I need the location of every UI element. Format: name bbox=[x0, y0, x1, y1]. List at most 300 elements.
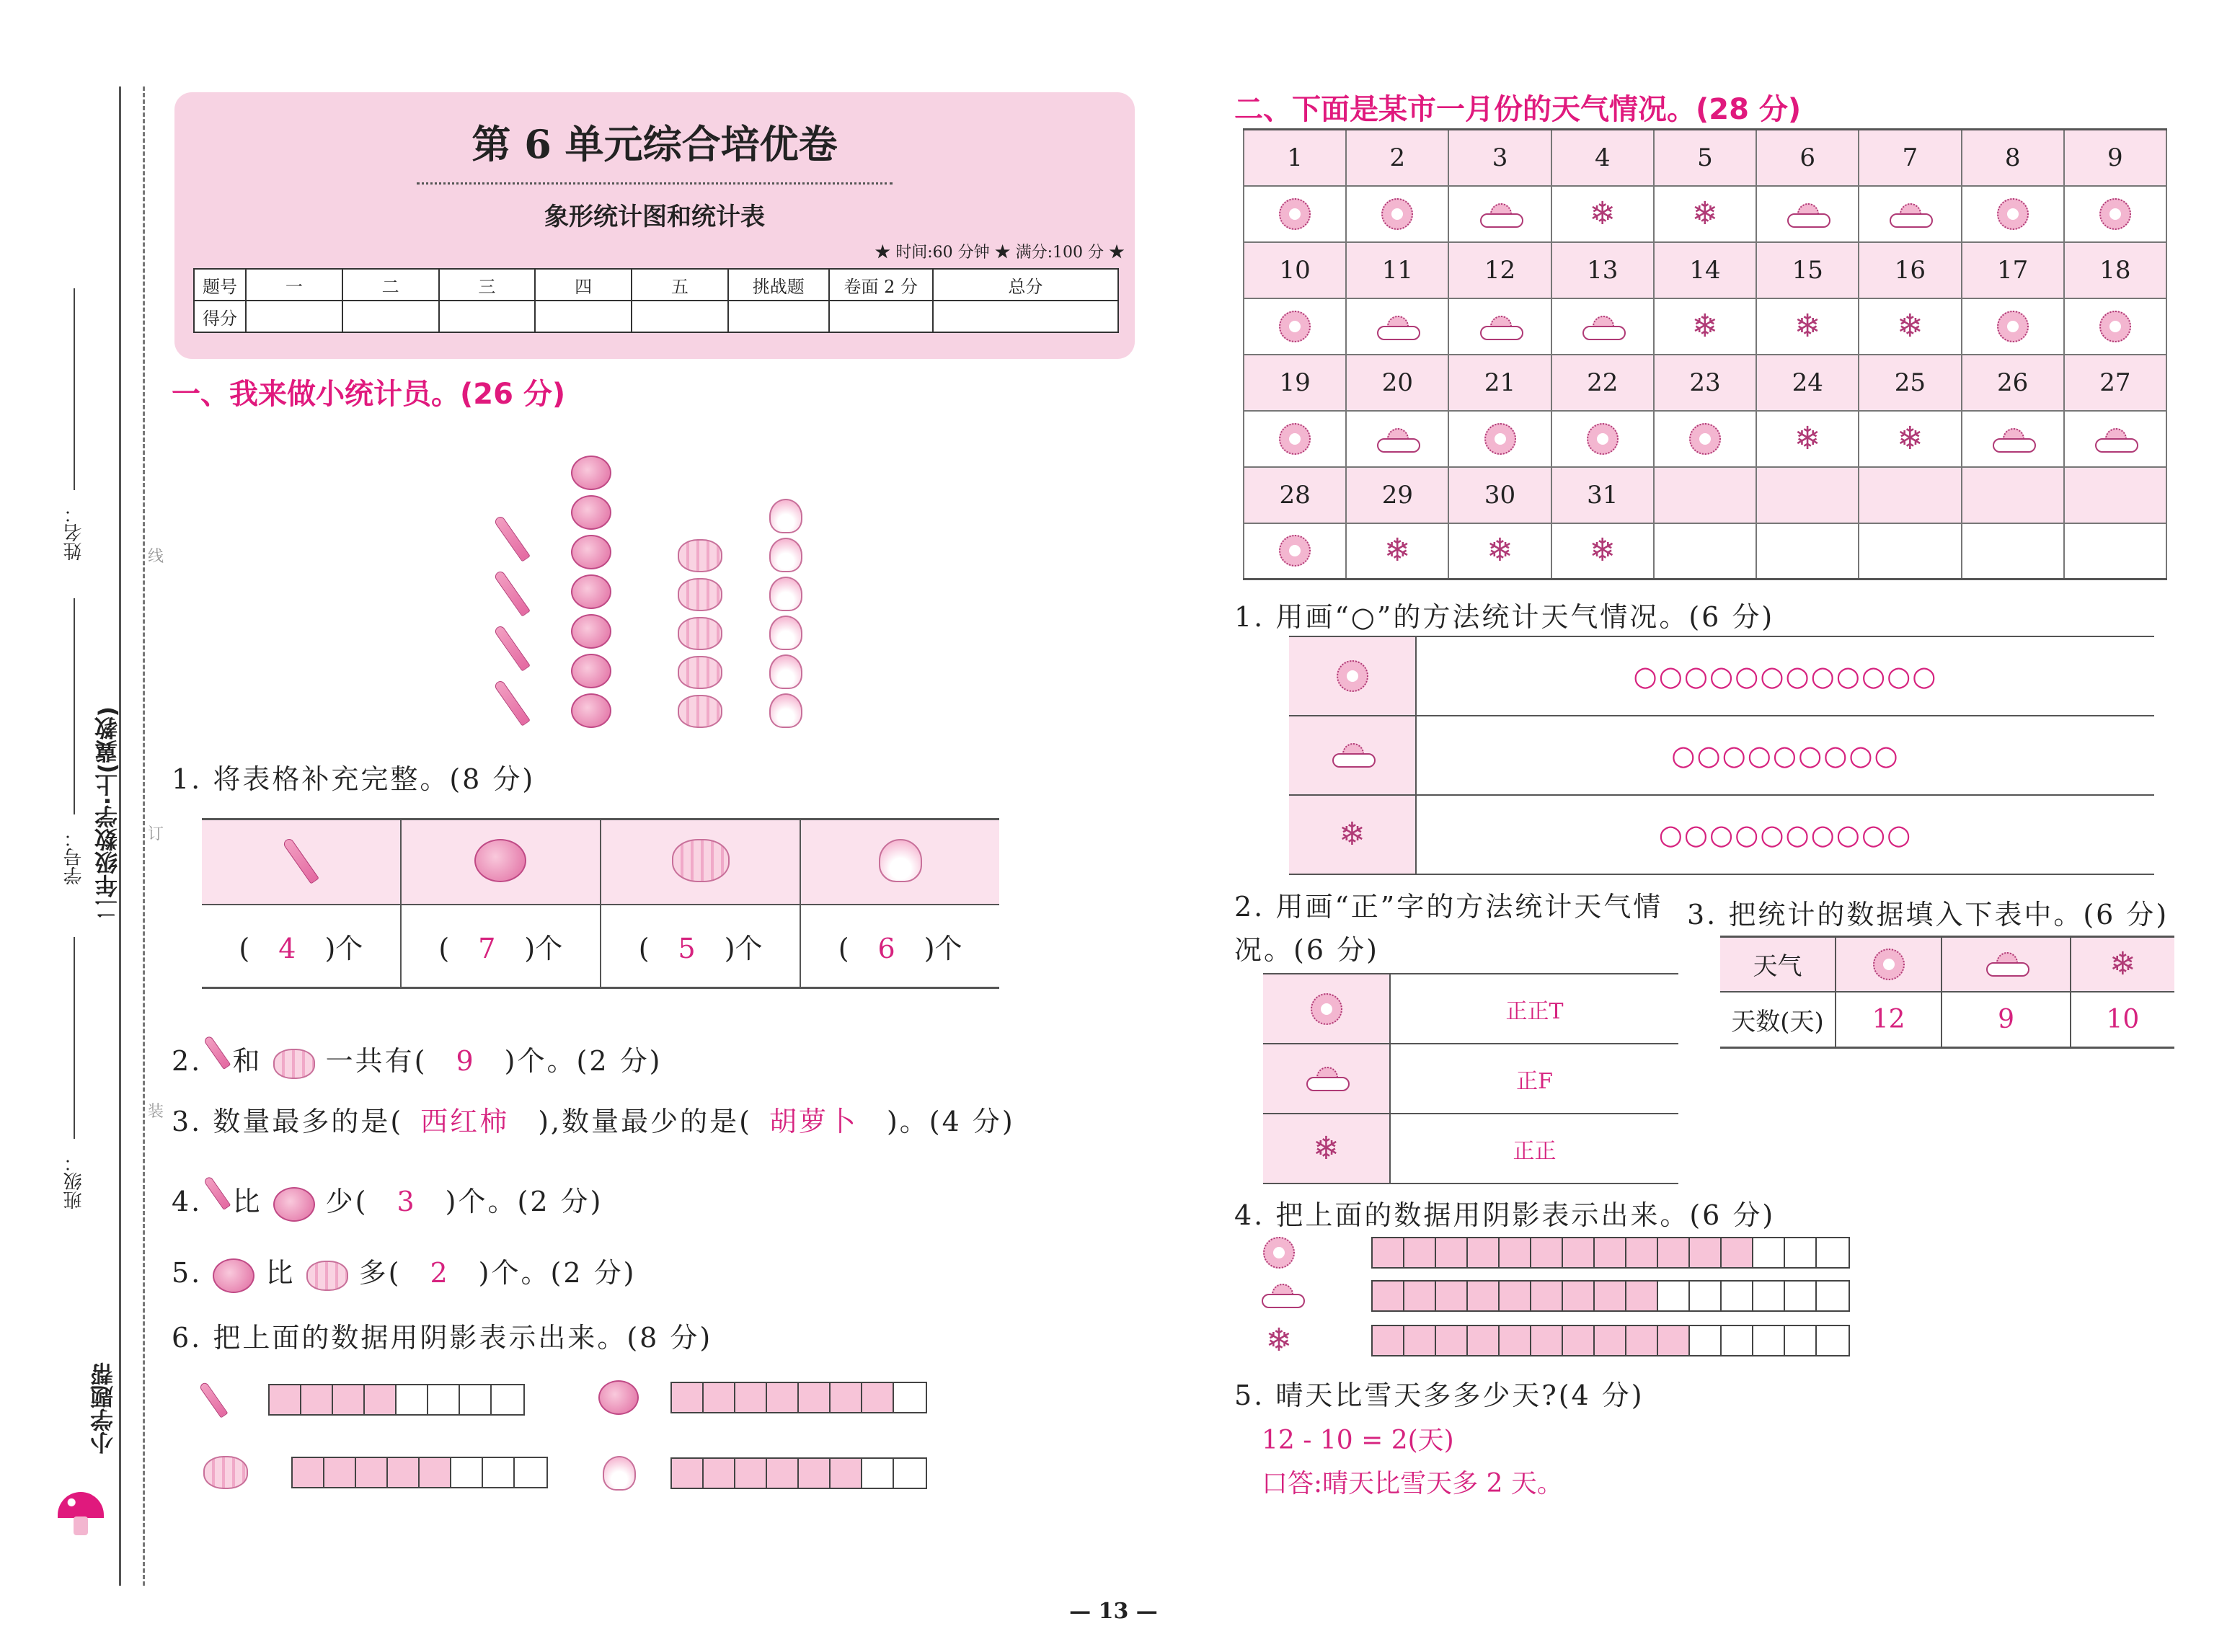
s1-bar-pumpkin-row bbox=[203, 1456, 548, 1489]
shade-cell-empty[interactable] bbox=[492, 1385, 523, 1414]
shade-cell-filled[interactable] bbox=[270, 1385, 301, 1414]
calendar-weather bbox=[1244, 411, 1346, 467]
shade-cell-filled[interactable] bbox=[420, 1458, 451, 1487]
mushroom-stem bbox=[74, 1516, 88, 1535]
cloudy-icon bbox=[1332, 743, 1373, 768]
calendar-weather-row bbox=[1244, 523, 2166, 579]
calendar-weather bbox=[1346, 186, 1448, 242]
shade-cell-filled[interactable] bbox=[1500, 1282, 1531, 1310]
shade-cell-filled[interactable] bbox=[1658, 1326, 1690, 1355]
unit: )个 bbox=[724, 932, 763, 964]
score-col: 题号 bbox=[194, 269, 246, 301]
shade-cell-filled[interactable] bbox=[1373, 1282, 1404, 1310]
shade-cell-filled[interactable] bbox=[735, 1383, 767, 1412]
q4-text-end: )个。(2 分) bbox=[445, 1186, 603, 1217]
shade-cell-filled[interactable] bbox=[672, 1459, 704, 1488]
shade-cell-filled[interactable] bbox=[356, 1458, 388, 1487]
calendar-day: 27 bbox=[2064, 355, 2166, 411]
carrot-icon bbox=[493, 515, 531, 561]
snowy-icon: ❄ bbox=[1794, 419, 1821, 457]
calendar-weather bbox=[1756, 186, 1859, 242]
shade-cell-empty[interactable] bbox=[1785, 1282, 1817, 1310]
sunny-icon bbox=[1279, 198, 1311, 230]
calendar-weather bbox=[2064, 298, 2166, 355]
s2-q5-answer[interactable]: 口答:晴天比雪天多 2 天。 bbox=[1262, 1469, 1563, 1498]
s2-q2: 2. 用画“正”字的方法统计天气情况。(6 分) bbox=[1234, 891, 1663, 966]
calendar-day: 11 bbox=[1346, 242, 1448, 298]
calendar-weather bbox=[1756, 411, 1859, 467]
calendar-weather bbox=[1654, 523, 1756, 579]
weather-calendar bbox=[1243, 128, 2167, 580]
peach-icon bbox=[769, 693, 802, 728]
score-cell[interactable] bbox=[933, 301, 1118, 332]
calendar-day bbox=[2064, 467, 2166, 523]
calendar-weather bbox=[1654, 411, 1756, 467]
peach-icon bbox=[769, 654, 802, 689]
shade-bar-cloudy[interactable] bbox=[1371, 1280, 1850, 1312]
shade-cell-filled[interactable] bbox=[1531, 1282, 1563, 1310]
shade-cell-filled[interactable] bbox=[1404, 1282, 1436, 1310]
calendar-day bbox=[1654, 467, 1756, 523]
shade-cell-empty[interactable] bbox=[1817, 1238, 1849, 1267]
shade-cell-filled[interactable] bbox=[799, 1383, 831, 1412]
calendar-day: 30 bbox=[1448, 467, 1551, 523]
shade-cell-filled[interactable] bbox=[301, 1385, 333, 1414]
q5-answer[interactable]: 2 bbox=[430, 1257, 450, 1289]
calendar-day: 10 bbox=[1244, 242, 1346, 298]
snowy-icon: ❄ bbox=[1691, 195, 1719, 232]
shade-cell-empty[interactable] bbox=[1817, 1282, 1849, 1310]
q2-text-end: )个。(2 分) bbox=[504, 1045, 663, 1077]
count-head bbox=[601, 820, 800, 905]
shade-cell-filled[interactable] bbox=[799, 1459, 831, 1488]
tally-icon-cell bbox=[1289, 636, 1416, 716]
s2-bar-snowy-row bbox=[1263, 1322, 1850, 1359]
cloudy-icon bbox=[1262, 1284, 1302, 1308]
class-label: 班级： bbox=[63, 1153, 85, 1209]
calendar-day bbox=[1859, 467, 1961, 523]
calendar-day: 15 bbox=[1756, 242, 1859, 298]
calendar-weather bbox=[1962, 523, 2064, 579]
shade-cell-empty[interactable] bbox=[1722, 1282, 1753, 1310]
shade-cell-filled[interactable] bbox=[767, 1459, 799, 1488]
sunny-icon bbox=[1279, 535, 1311, 567]
stat-head-cloudy bbox=[1942, 937, 2071, 992]
calendar-weather bbox=[1448, 411, 1551, 467]
exam-title: 第 6 单元综合培优卷 bbox=[471, 121, 838, 167]
shade-cell-filled[interactable] bbox=[1658, 1238, 1690, 1267]
paren-open: ( bbox=[638, 932, 650, 964]
pumpkin-icon bbox=[203, 1456, 248, 1489]
class-line bbox=[74, 937, 75, 1139]
score-cell[interactable] bbox=[632, 301, 728, 332]
shade-cell-empty[interactable] bbox=[1785, 1238, 1817, 1267]
shade-cell-filled[interactable] bbox=[831, 1459, 862, 1488]
calendar-day: 8 bbox=[1962, 130, 2064, 186]
circle-marks[interactable]: ○○○○○○○○○○ bbox=[1416, 795, 2154, 874]
shade-cell-filled[interactable] bbox=[1531, 1238, 1563, 1267]
calendar-day: 3 bbox=[1448, 130, 1551, 186]
pumpkin-column bbox=[675, 539, 725, 728]
sunny-icon bbox=[1381, 198, 1413, 230]
shade-cell-filled[interactable] bbox=[1690, 1238, 1722, 1267]
q5-text-end: )个。(2 分) bbox=[478, 1257, 637, 1289]
calendar-day: 31 bbox=[1551, 467, 1654, 523]
shade-cell-empty[interactable] bbox=[1690, 1282, 1722, 1310]
stat-value[interactable]: 10 bbox=[2106, 1004, 2140, 1034]
carrot-icon bbox=[283, 837, 320, 884]
unit: )个 bbox=[524, 932, 563, 964]
pictograph bbox=[469, 432, 829, 728]
snowy-icon: ❄ bbox=[1794, 307, 1821, 345]
carrot-icon bbox=[199, 1381, 229, 1418]
q5-text: 多( bbox=[358, 1257, 402, 1289]
cloudy-icon bbox=[1306, 1067, 1347, 1091]
calendar-weather bbox=[1962, 186, 2064, 242]
score-col: 五 bbox=[632, 269, 728, 301]
shade-cell-filled[interactable] bbox=[1468, 1326, 1500, 1355]
shade-bar-snowy[interactable] bbox=[1371, 1325, 1850, 1356]
calendar-weather bbox=[1551, 523, 1654, 579]
s2-q4: 4. 把上面的数据用阴影表示出来。(6 分) bbox=[1234, 1199, 1776, 1231]
shade-cell-empty[interactable] bbox=[515, 1458, 546, 1487]
calendar-weather bbox=[1962, 411, 2064, 467]
peach-column bbox=[764, 499, 807, 728]
cloudy-icon bbox=[2095, 428, 2135, 453]
page-number: — 13 — bbox=[1069, 1599, 1158, 1624]
s1-q5 bbox=[172, 1251, 636, 1293]
shade-cell-empty[interactable] bbox=[1753, 1238, 1785, 1267]
score-col: 三 bbox=[439, 269, 536, 301]
section2-heading: 二、下面是某市一月份的天气情况。(28 分) bbox=[1234, 93, 1802, 126]
calendar-weather bbox=[1346, 411, 1448, 467]
calendar-weather bbox=[1859, 186, 1961, 242]
shade-bar-tomato[interactable] bbox=[670, 1382, 927, 1413]
snowy-icon: ❄ bbox=[1896, 419, 1923, 457]
shade-cell-empty[interactable] bbox=[1690, 1326, 1722, 1355]
pumpkin-icon bbox=[672, 839, 730, 882]
calendar-day: 19 bbox=[1244, 355, 1346, 411]
score-cell[interactable] bbox=[535, 301, 632, 332]
q4-answer[interactable]: 3 bbox=[397, 1186, 417, 1217]
stat-head-snowy bbox=[2071, 937, 2174, 992]
shade-cell-filled[interactable] bbox=[735, 1459, 767, 1488]
q4-bi: 比 bbox=[232, 1186, 262, 1217]
calendar-day: 5 bbox=[1654, 130, 1756, 186]
q3-answer-least[interactable]: 胡萝卜 bbox=[769, 1106, 858, 1137]
shade-cell-filled[interactable] bbox=[1404, 1238, 1436, 1267]
count-cell[interactable] bbox=[202, 905, 401, 988]
circle-marks[interactable]: ○○○○○○○○○○○○ bbox=[1416, 636, 2154, 716]
score-row-label: 得分 bbox=[194, 301, 246, 332]
shade-cell-filled[interactable] bbox=[1468, 1238, 1500, 1267]
shade-cell-filled[interactable] bbox=[1563, 1326, 1595, 1355]
calendar-day-row bbox=[1244, 242, 2166, 298]
tomato-icon bbox=[571, 614, 611, 649]
stat-head: 天气 bbox=[1720, 937, 1836, 992]
calendar-day: 22 bbox=[1551, 355, 1654, 411]
stat-value[interactable]: 9 bbox=[1942, 992, 2071, 1048]
s1-q2 bbox=[172, 1034, 662, 1079]
shade-cell-filled[interactable] bbox=[862, 1383, 894, 1412]
shade-bar-carrot[interactable] bbox=[268, 1384, 525, 1416]
tomato-icon bbox=[571, 654, 611, 688]
shade-cell-filled[interactable] bbox=[1626, 1326, 1658, 1355]
s2-bar-sunny-row bbox=[1263, 1237, 1850, 1269]
pumpkin-icon bbox=[678, 656, 722, 689]
shade-cell-filled[interactable] bbox=[1563, 1238, 1595, 1267]
shade-cell-empty[interactable] bbox=[1753, 1282, 1785, 1310]
calendar-weather bbox=[1244, 298, 1346, 355]
shade-cell-filled[interactable] bbox=[1531, 1326, 1563, 1355]
calendar-weather bbox=[1962, 298, 2064, 355]
shade-cell-empty[interactable] bbox=[1722, 1326, 1753, 1355]
snowy-icon: ❄ bbox=[1691, 307, 1719, 345]
score-col: 总分 bbox=[933, 269, 1118, 301]
score-cell[interactable] bbox=[246, 301, 342, 332]
count-cell[interactable] bbox=[401, 905, 601, 988]
shade-cell-filled[interactable] bbox=[1373, 1326, 1404, 1355]
shade-cell-filled[interactable] bbox=[1436, 1326, 1468, 1355]
shade-cell-filled[interactable] bbox=[333, 1385, 365, 1414]
calendar-weather bbox=[1346, 298, 1448, 355]
shade-cell-filled[interactable] bbox=[767, 1383, 799, 1412]
id-line bbox=[74, 598, 75, 814]
snowy-icon: ❄ bbox=[1265, 1322, 1293, 1359]
calendar-day: 26 bbox=[1962, 355, 2064, 411]
calendar-weather bbox=[1551, 411, 1654, 467]
tomato-column bbox=[570, 456, 613, 728]
calendar-day: 29 bbox=[1346, 467, 1448, 523]
cloudy-icon bbox=[1377, 428, 1417, 453]
shade-cell-filled[interactable] bbox=[324, 1458, 356, 1487]
shade-cell-empty[interactable] bbox=[451, 1458, 483, 1487]
stat-value[interactable]: 12 bbox=[1836, 992, 1942, 1048]
calendar-day bbox=[1962, 467, 2064, 523]
snowy-icon: ❄ bbox=[1589, 195, 1616, 232]
shade-cell-empty[interactable] bbox=[894, 1383, 926, 1412]
tally-icon-cell bbox=[1263, 1044, 1390, 1114]
peach-icon bbox=[769, 577, 802, 611]
calendar-day: 20 bbox=[1346, 355, 1448, 411]
zheng-marks[interactable]: 正正 bbox=[1390, 1114, 1678, 1184]
mushroom-logo bbox=[58, 1492, 104, 1518]
count-answer: 7 bbox=[478, 932, 496, 964]
shade-cell-filled[interactable] bbox=[704, 1383, 735, 1412]
s1-bar-tomato-row bbox=[598, 1380, 927, 1415]
pumpkin-icon bbox=[678, 539, 722, 572]
tomato-icon bbox=[571, 495, 611, 530]
calendar-day: 12 bbox=[1448, 242, 1551, 298]
shade-cell-filled[interactable] bbox=[1404, 1326, 1436, 1355]
carrot-icon bbox=[203, 1176, 231, 1210]
calendar-day bbox=[1756, 467, 1859, 523]
shade-cell-filled[interactable] bbox=[1373, 1238, 1404, 1267]
score-cell[interactable] bbox=[342, 301, 439, 332]
calendar-weather bbox=[1448, 298, 1551, 355]
sunny-icon bbox=[1873, 949, 1905, 980]
calendar-weather bbox=[1859, 298, 1961, 355]
calendar-day: 18 bbox=[2064, 242, 2166, 298]
sunny-icon bbox=[2099, 311, 2131, 342]
calendar-weather-row bbox=[1244, 186, 2166, 242]
shade-cell-filled[interactable] bbox=[1626, 1282, 1658, 1310]
shade-cell-filled[interactable] bbox=[1468, 1282, 1500, 1310]
tomato-icon bbox=[571, 693, 611, 728]
paren-open: ( bbox=[239, 932, 250, 964]
s1-q3 bbox=[172, 1099, 1015, 1139]
shade-cell-filled[interactable] bbox=[1500, 1326, 1531, 1355]
tomato-icon bbox=[571, 535, 611, 569]
s1-q6: 6. 把上面的数据用阴影表示出来。(8 分) bbox=[172, 1322, 713, 1354]
section1-heading: 一、我来做小统计员。(26 分) bbox=[172, 378, 566, 411]
shade-cell-filled[interactable] bbox=[1436, 1282, 1468, 1310]
q2-text: 一共有( bbox=[325, 1045, 428, 1077]
peach-icon bbox=[769, 616, 802, 650]
shade-cell-empty[interactable] bbox=[460, 1385, 492, 1414]
shade-cell-filled[interactable] bbox=[704, 1459, 735, 1488]
s2-q1: 1. 用画“○”的方法统计天气情况。(6 分) bbox=[1234, 601, 1775, 633]
count-cell[interactable] bbox=[601, 905, 800, 988]
snowy-icon: ❄ bbox=[1487, 532, 1513, 569]
name-label: 姓名： bbox=[63, 505, 85, 561]
calendar-weather bbox=[1859, 523, 1961, 579]
tomato-icon bbox=[273, 1187, 315, 1222]
score-col: 挑战题 bbox=[728, 269, 829, 301]
calendar-weather bbox=[1244, 186, 1346, 242]
score-col: 二 bbox=[342, 269, 439, 301]
sunny-icon bbox=[1311, 993, 1342, 1025]
paren-open: ( bbox=[838, 932, 849, 964]
shade-cell-empty[interactable] bbox=[1658, 1282, 1690, 1310]
shade-cell-empty[interactable] bbox=[1753, 1326, 1785, 1355]
unit: )个 bbox=[324, 932, 363, 964]
shade-cell-filled[interactable] bbox=[365, 1385, 397, 1414]
shade-cell-filled[interactable] bbox=[1500, 1238, 1531, 1267]
calendar-day: 6 bbox=[1756, 130, 1859, 186]
q4-number: 4. bbox=[172, 1186, 203, 1217]
calendar-weather bbox=[1654, 298, 1756, 355]
shade-cell-empty[interactable] bbox=[862, 1459, 894, 1488]
unit: )个 bbox=[924, 932, 962, 964]
s1-q1: 1. 将表格补充完整。(8 分) bbox=[172, 763, 536, 795]
shade-cell-filled[interactable] bbox=[1626, 1238, 1658, 1267]
shade-cell-empty[interactable] bbox=[1817, 1326, 1849, 1355]
count-table bbox=[202, 818, 999, 989]
shade-cell-filled[interactable] bbox=[293, 1458, 324, 1487]
calendar-weather bbox=[1346, 523, 1448, 579]
shade-cell-empty[interactable] bbox=[894, 1459, 926, 1488]
name-line bbox=[74, 288, 75, 490]
margin-strip bbox=[0, 0, 166, 1652]
shade-cell-filled[interactable] bbox=[1595, 1282, 1626, 1310]
calendar-weather bbox=[1756, 298, 1859, 355]
tally-icon-cell bbox=[1289, 795, 1416, 874]
zheng-marks[interactable]: 正F bbox=[1390, 1044, 1678, 1114]
stat-head-sunny bbox=[1836, 937, 1942, 992]
shade-cell-empty[interactable] bbox=[1785, 1326, 1817, 1355]
shade-cell-filled[interactable] bbox=[1722, 1238, 1753, 1267]
seal-zhuang: 装 bbox=[148, 1103, 164, 1121]
q4-text: 少( bbox=[325, 1186, 368, 1217]
q2-answer[interactable]: 9 bbox=[456, 1045, 476, 1077]
circle-tally-table bbox=[1289, 636, 2154, 875]
calendar-weather bbox=[1654, 186, 1756, 242]
exam-subtitle: 象形统计图和统计表 bbox=[544, 203, 765, 231]
shade-cell-filled[interactable] bbox=[1595, 1238, 1626, 1267]
calendar-day-row bbox=[1244, 355, 2166, 411]
score-cell[interactable] bbox=[439, 301, 536, 332]
book-label: 二年级数学·上(冀教) bbox=[94, 706, 121, 921]
calendar-weather bbox=[1448, 186, 1551, 242]
q3-text-mid: ),数量最少的是( bbox=[538, 1106, 752, 1137]
paren-open: ( bbox=[438, 932, 450, 964]
q3-answer-most[interactable]: 西红柿 bbox=[420, 1106, 510, 1137]
s2-q5-calc[interactable]: 12 - 10 = 2(天) bbox=[1262, 1426, 1454, 1455]
calendar-day: 9 bbox=[2064, 130, 2166, 186]
calendar-day: 14 bbox=[1654, 242, 1756, 298]
sunny-icon bbox=[1587, 423, 1619, 455]
tomato-icon bbox=[571, 574, 611, 609]
shade-cell-empty[interactable] bbox=[397, 1385, 428, 1414]
score-cell[interactable] bbox=[829, 301, 933, 332]
cloudy-icon bbox=[1993, 428, 2033, 453]
shade-bar-pumpkin[interactable] bbox=[291, 1457, 548, 1488]
sunny-icon bbox=[1484, 423, 1516, 455]
shade-bar-sunny[interactable] bbox=[1371, 1237, 1850, 1269]
tomato-icon bbox=[598, 1380, 639, 1415]
calendar-weather bbox=[1551, 186, 1654, 242]
shade-cell-filled[interactable] bbox=[388, 1458, 420, 1487]
margin-line-dashed bbox=[143, 86, 145, 1586]
calendar-weather bbox=[2064, 523, 2166, 579]
calendar-day: 25 bbox=[1859, 355, 1961, 411]
calendar-day: 28 bbox=[1244, 467, 1346, 523]
score-cell[interactable] bbox=[728, 301, 829, 332]
shade-cell-empty[interactable] bbox=[483, 1458, 515, 1487]
calendar-day: 4 bbox=[1551, 130, 1654, 186]
shade-cell-filled[interactable] bbox=[672, 1383, 704, 1412]
snowy-icon: ❄ bbox=[1383, 532, 1411, 569]
shade-cell-filled[interactable] bbox=[1595, 1326, 1626, 1355]
shade-cell-filled[interactable] bbox=[831, 1383, 862, 1412]
shade-bar-peach[interactable] bbox=[670, 1457, 927, 1489]
circle-marks[interactable]: ○○○○○○○○○ bbox=[1416, 716, 2154, 795]
zheng-marks[interactable]: 正正T bbox=[1390, 974, 1678, 1044]
count-head bbox=[202, 820, 401, 905]
shade-cell-empty[interactable] bbox=[428, 1385, 460, 1414]
sunny-icon bbox=[1263, 1237, 1295, 1269]
shade-cell-filled[interactable] bbox=[1436, 1238, 1468, 1267]
calendar-day: 13 bbox=[1551, 242, 1654, 298]
id-label: 学号： bbox=[63, 829, 85, 885]
title-divider bbox=[417, 182, 893, 185]
carrot-column bbox=[490, 513, 533, 728]
s2-q5: 5. 晴天比雪天多多少天?(4 分) bbox=[1234, 1380, 1644, 1411]
calendar-weather bbox=[2064, 186, 2166, 242]
calendar-weather-row bbox=[1244, 411, 2166, 467]
carrot-icon bbox=[203, 1035, 231, 1070]
zheng-tally-table bbox=[1263, 973, 1678, 1184]
shade-cell-filled[interactable] bbox=[1563, 1282, 1595, 1310]
score-col: 卷面 2 分 bbox=[829, 269, 933, 301]
s1-bar-carrot-row bbox=[209, 1380, 525, 1419]
calendar-weather bbox=[1244, 523, 1346, 579]
count-cell[interactable] bbox=[800, 905, 999, 988]
brand-label: 小学题帮 bbox=[89, 1362, 117, 1455]
tomato-icon bbox=[571, 456, 611, 490]
calendar-day-row bbox=[1244, 467, 2166, 523]
